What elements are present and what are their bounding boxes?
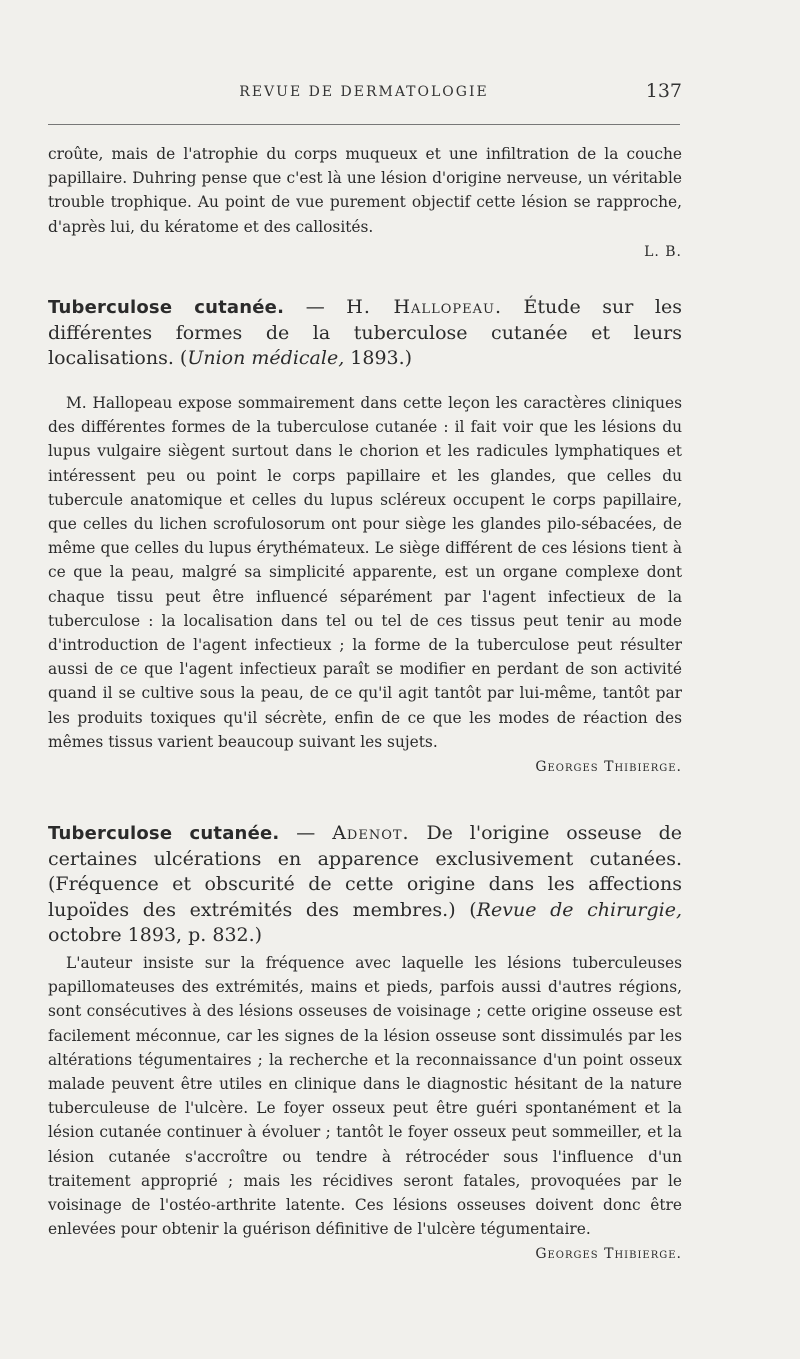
section-2-signature: Georges Thibierge. [535, 759, 682, 776]
page-number: 137 [645, 80, 682, 102]
section-2 [48, 391, 682, 779]
section-3 [48, 951, 682, 1267]
section-1-signature: L. B. [644, 243, 682, 260]
section-2-author: H. Hallopeau. [346, 296, 502, 318]
section-2-body: M. Hallopeau expose sommairement dans cette leçon les caractères cliniques des différentes formes de la tuberculose cutanée : il fait voir que les lésions du lupus vulgaire siègent surtout dans le chorion et les radicules lymphatiques et intéressent peu ou point le corps papillaire et les glandes, que celles du tubercule anatomique et celles du lupus scléreux occupent le corps papillaire, que celles du lichen scrofulosorum ont pour siège les glandes pilo-sébacées, de même que celles du lupus érythémateux. Le siège différent de ces lésions tient à ce que la peau, malgré sa simplicité apparente, est un organe complexe dont chaque tissu peut être influencé séparément par l'agent infectieux de la tuberculose : la localisation dans tel ou tel de ces tissus peut tenir au mode d'introduction de l'agent infectieux ; la forme de la tuberculose peut résulter aussi de ce que l'agent infectieux paraît se modifier en perdant de son activité quand il se cultive sous la peau, de ce qu'il agit tantôt par lui-même, tantôt par les produits toxiques qu'il sécrète, enfin de ce que les modes de réaction des mêmes tissus varient beaucoup suivant les sujets. [48, 394, 682, 751]
section-3-heading [48, 821, 682, 949]
section-3-author: Adenot. [332, 822, 410, 844]
section-2-title: Étude sur les différentes formes de la tuberculose cutanée et leurs localisations. ( [48, 296, 682, 369]
section-3-dash: — [279, 822, 333, 844]
page-header [46, 80, 682, 114]
section-2-journal: Union médicale, [187, 347, 345, 369]
section-2-citation-end: 1893.) [344, 347, 413, 369]
section-3-title: De l'origine osseuse de certaines ulcérations en apparence exclusivement cutanées. (Fréquence et obscurité de cette origine dans les affections lupoïdes des extrémités des membres.) ( [48, 822, 682, 921]
section-2-topic: Tuberculose cutanée. [48, 297, 285, 318]
section-3-journal: Revue de chirurgie, [476, 898, 682, 921]
section-3-signature: Georges Thibierge. [535, 1246, 682, 1263]
section-3-topic: Tuberculose cutanée. [48, 823, 280, 844]
running-title: REVUE DE DERMATOLOGIE [239, 84, 489, 100]
section-1 [48, 142, 682, 264]
section-3-body: L'auteur insiste sur la fréquence avec laquelle les lésions tuberculeuses papillomateuses des extrémités, mains et pieds, parfois aussi d'autres régions, sont consécutives à des lésions osseuses de voisinage ; cette origine osseuse est facilement méconnue, car les signes de la lésion osseuse sont dissimulés par les altérations tégumentaires ; la recherche et la reconnaissance d'un point osseux malade peuvent être utiles en clinique dans le diagnostic hésitant de la nature tuberculeuse de l'ulcère. Le foyer osseux peut être guéri spontanément et la lésion cutanée continuer à évoluer ; tantôt le foyer osseux peut sommeiller, et la lésion cutanée s'accroître ou tendre à rétrocéder sous l'influence d'un traitement approprié ; mais les récidives seront fatales, provoquées par le voisinage de l'ostéo-arthrite latente. Ces lésions osseuses doivent donc être enlevées pour obtenir la guérison définitive de l'ulcère tégumentaire. [48, 954, 682, 1239]
header-rule [48, 124, 680, 125]
section-3-citation-end: octobre 1893, p. 832.) [48, 924, 263, 946]
section-2-heading [48, 295, 682, 372]
section-1-body: croûte, mais de l'atrophie du corps muqueux et une infiltration de la couche papillaire. Duhring pense que c'est là une lésion d'origine nerveuse, un véritable trouble trophique. Au point de vue purement objectif cette lésion se rapproche, d'après lui, du kératome et des callosités. [48, 145, 682, 236]
section-2-dash: — [284, 296, 347, 318]
